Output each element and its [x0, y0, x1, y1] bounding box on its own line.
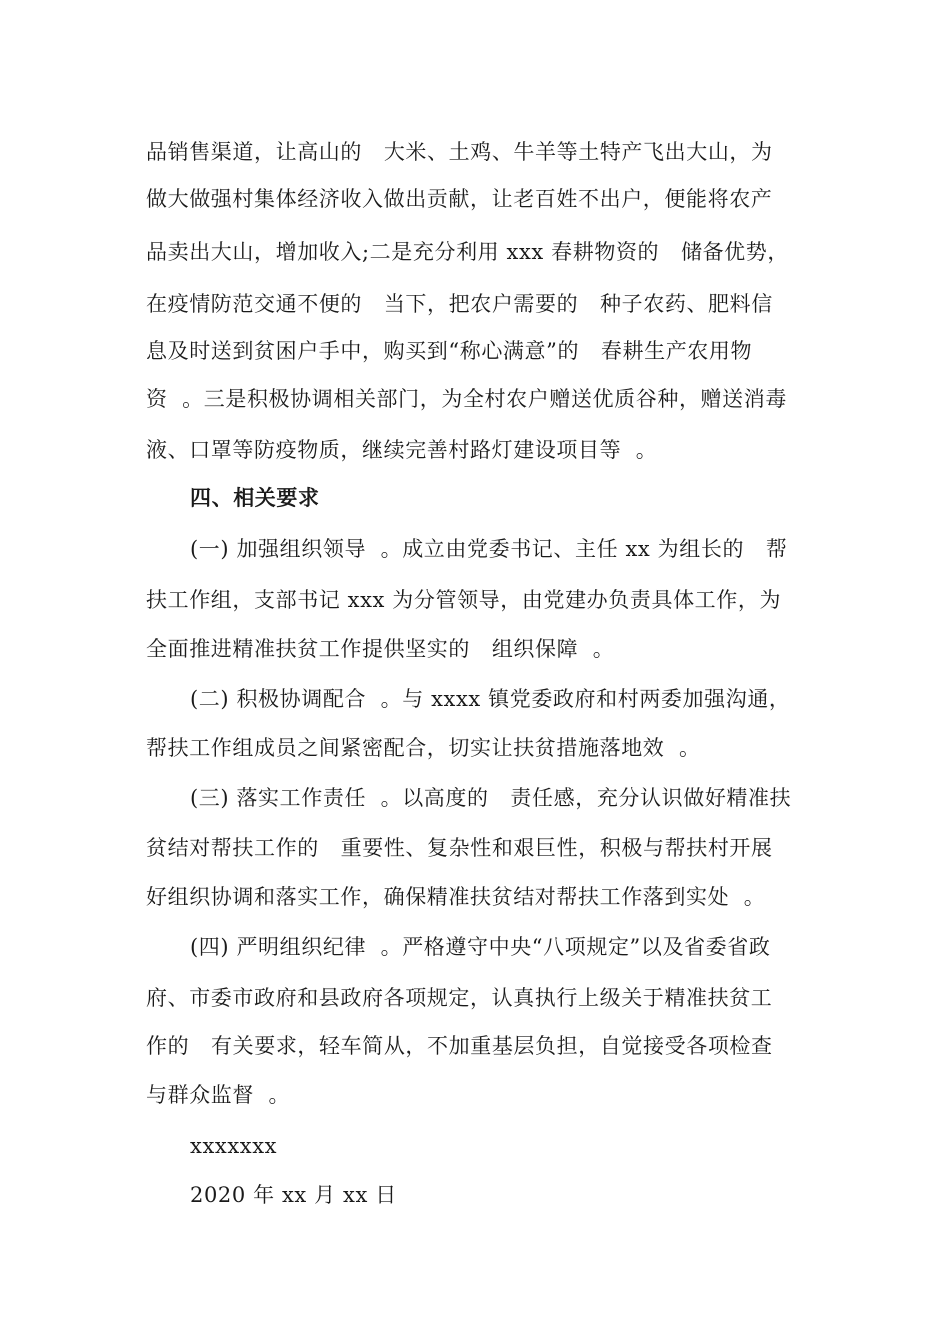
paragraph-line: 扶工作组，支部书记 xxx 为分管领导，由党建办负责具体工作，为 — [146, 588, 782, 612]
paragraph-line: 全面推进精准扶贫工作提供坚实的 组织保障 。 — [146, 637, 615, 661]
paragraph-line: 品销售渠道，让高山的 大米、土鸡、牛羊等土特产飞出大山，为 — [146, 140, 773, 164]
paragraph-line: (四) 严明组织纪律 。严格遵守中央“八项规定”以及省委省政 — [190, 935, 771, 959]
paragraph-line: (三) 落实工作责任 。以高度的 责任感，充分认识做好精准扶 — [190, 786, 792, 810]
paragraph-line: 品卖出大山，增加收入;二是充分利用 xxx 春耕物资的 储备优势， — [146, 240, 789, 264]
paragraph-line: 贫结对帮扶工作的 重要性、复杂性和艰巨性，积极与帮扶村开展 — [146, 836, 773, 860]
paragraph-line: 府、市委市政府和县政府各项规定，认真执行上级关于精准扶贫工 — [146, 986, 773, 1010]
paragraph-line: 资 。三是积极协调相关部门，为全村农户赠送优质谷种，赠送消毒 — [146, 387, 787, 411]
section-heading: 四、相关要求 — [190, 485, 320, 510]
paragraph-line: (一) 加强组织领导 。成立由党委书记、主任 xx 为组长的 帮 — [190, 537, 788, 561]
paragraph-line: 帮扶工作组成员之间紧密配合，切实让扶贫措施落地效 。 — [146, 736, 701, 760]
document-date: 2020 年 xx 月 xx 日 — [190, 1183, 397, 1207]
signature-name: xxxxxxx — [190, 1134, 278, 1158]
paragraph-line: 做大做强村集体经济收入做出贡献，让老百姓不出户，便能将农产 — [146, 187, 773, 211]
paragraph-line: 液、口罩等防疫物质，继续完善村路灯建设项目等 。 — [146, 438, 658, 462]
paragraph-line: 与群众监督 。 — [146, 1083, 291, 1107]
paragraph-line: 在疫情防范交通不便的 当下，把农户需要的 种子农药、肥料信 — [146, 292, 773, 316]
paragraph-line: 息及时送到贫困户手中，购买到“称心满意”的 春耕生产农用物 — [146, 339, 753, 363]
paragraph-line: 作的 有关要求，轻车简从，不加重基层负担，自觉接受各项检查 — [146, 1034, 773, 1058]
paragraph-line: (二) 积极协调配合 。与 xxxx 镇党委政府和村两委加强沟通， — [190, 687, 791, 711]
paragraph-line: 好组织协调和落实工作，确保精准扶贫结对帮扶工作落到实处 。 — [146, 885, 766, 909]
